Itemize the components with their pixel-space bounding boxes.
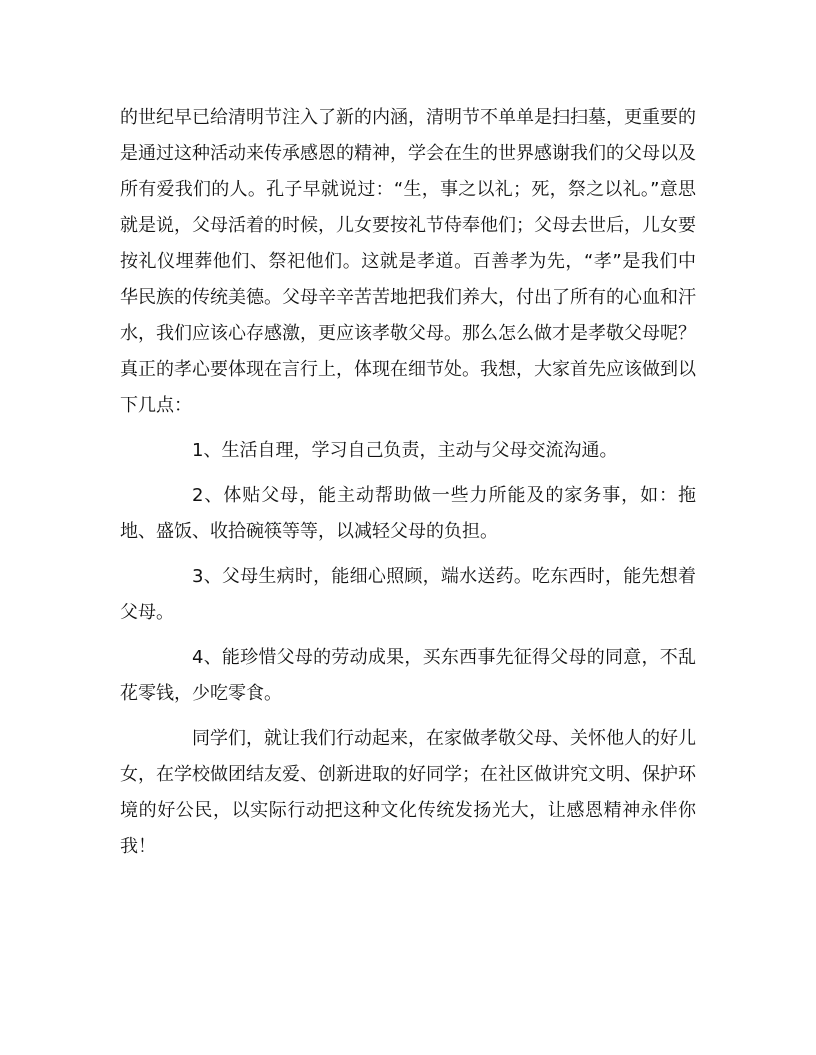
list-item-4: 4、能珍惜父母的劳动成果，买东西事先征得父母的同意，不乱花零钱，少吃零食。 [120, 647, 696, 704]
intro-paragraph: 的世纪早已给清明节注入了新的内涵，清明节不单单是扫扫墓，更重要的是通过这种活动来传承感恩的精神，学会在生的世界感谢我们的父母以及所有爱我们的人。孔子早就说过：“生，事之以礼；死，祭之以礼。”意思就是说，父母活着的时候，儿女要按礼节侍奉他们；父母去世后，儿女要按礼仪埋葬他们、祭祀他们。这就是孝道。百善孝为先，“孝”是我们中华民族的传统美德。父母辛辛苦苦地把我们养大，付出了所有的心血和汗水，我们应该心存感激，更应该孝敬父母。那么怎么做才是孝敬父母呢？真正的孝心要体现在言行上，体现在细节处。我想，大家首先应该做到以下几点： [120, 107, 696, 416]
list-item-3: 3、父母生病时，能细心照顾，端水送药。吃东西时，能先想着父母。 [120, 566, 696, 623]
list-item-2: 2、体贴父母，能主动帮助做一些力所能及的家务事，如：拖地、盛饭、收拾碗筷等等，以减轻父母的负担。 [120, 485, 696, 542]
list-item-1: 1、生活自理，学习自己负责，主动与父母交流沟通。 [192, 440, 618, 461]
closing-paragraph: 同学们，就让我们行动起来，在家做孝敬父母、关怀他人的好儿女，在学校做团结友爱、创新进取的好同学；在社区做讲究文明、保护环境的好公民，以实际行动把这种文化传统发扬光大，让感恩精神永伴你我！ [120, 728, 696, 857]
